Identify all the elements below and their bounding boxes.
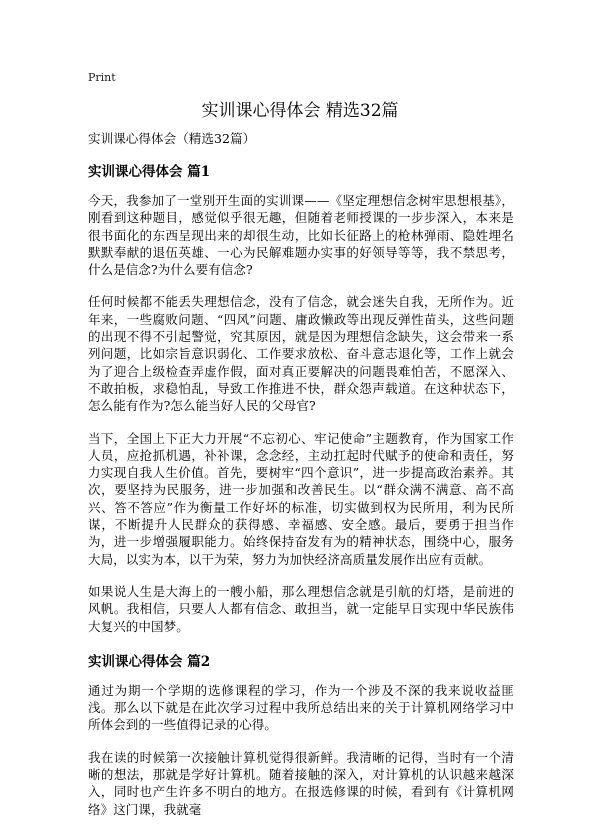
section-2 <box>88 650 514 818</box>
article-body <box>88 156 514 833</box>
print-link[interactable]: Print <box>88 71 116 84</box>
section-heading: 实训课心得体会 篇1 <box>88 164 211 180</box>
paragraph: 任何时候都不能丢失理想信念，没有了信念，就会迷失自我，无所作为。近年来，一些腐败问题、“四风”问题、庸政懒政等出现反弹性苗头，这些问题的出现不得不引起警觉，究其原因，就是因为理想信念缺失，这会带来一系列问题，比如宗旨意识弱化、工作要求放松、奋斗意志退化等，工作上就会为了迎合上级检查弄虚作假，面对真正要解决的问题畏难怕苦，不愿深入、不敢拍板，求稳怕乱，导致工作推进不快，群众怨声载道。在这种状态下，怎么能有作为?怎么能当好人民的父母官? <box>88 294 514 414</box>
paragraph: 今天，我参加了一堂别开生面的实训课——《坚定理想信念树牢思想根基》，刚看到这种题目，感觉似乎很无趣，但随着老师授课的一步步深入，本来是很书面化的东西呈现出来的却很生动，比如长征路上的枪林弹雨、隐姓埋名默默奉献的退伍英雄、一心为民解难题办实事的好领导等等，我不禁思考，什么是信念?为什么要有信念? <box>88 193 514 278</box>
section-heading: 实训课心得体会 篇2 <box>88 653 211 670</box>
paragraph: 通过为期一个学期的选修课程的学习，作为一个涉及不深的我来说收益匪浅。那么以下就是在此次学习过程中我所总结出来的关于计算机网络学习中所体会到的一些值得记录的心得。 <box>88 682 514 733</box>
page-title: 实训课心得体会 精选32篇 <box>201 101 399 121</box>
paragraph: 当下，全国上下正大力开展“不忘初心、牢记使命”主题教育，作为国家工作人员，应抢抓机遇，补补课，念念经，主动扛起时代赋予的使命和责任，努力实现自我人生价值。首先，要树牢“四个意识”，进一步提高政治素养。其次，要坚持为民服务，进一步加强和改善民生。以“群众满不满意、高不高兴、答不答应”作为衡量工作好坏的标准，切实做到权为民所用，利为民所谋，不断提升人民群众的获得感、幸福感、安全感。最后，要勇于担当作为，进一步增强履职能力。始终保持奋发有为的精神状态，围绕中心，服务大局，以实为本，以干为荣，努力为加快经济高质量发展作出应有贡献。 <box>88 430 514 567</box>
page-subtitle: 实训课心得体会（精选32篇） <box>88 131 256 146</box>
paragraph: 如果说人生是大海上的一艘小船，那么理想信念就是引航的灯塔，是前进的风帆。我相信，只要人人都有信念、敢担当，就一定能早日实现中华民族伟大复兴的中国梦。 <box>88 583 514 634</box>
paragraph: 我在读的时候第一次接触计算机觉得很新鲜。我清晰的记得，当时有一个清晰的想法，那就是学好计算机。随着接触的深入，对计算机的认识越来越深入，同时也产生许多不明白的地方。在报选修课的时候，看到有《计算机网络》这门课，我就毫 <box>88 749 514 817</box>
section-1 <box>88 160 514 635</box>
